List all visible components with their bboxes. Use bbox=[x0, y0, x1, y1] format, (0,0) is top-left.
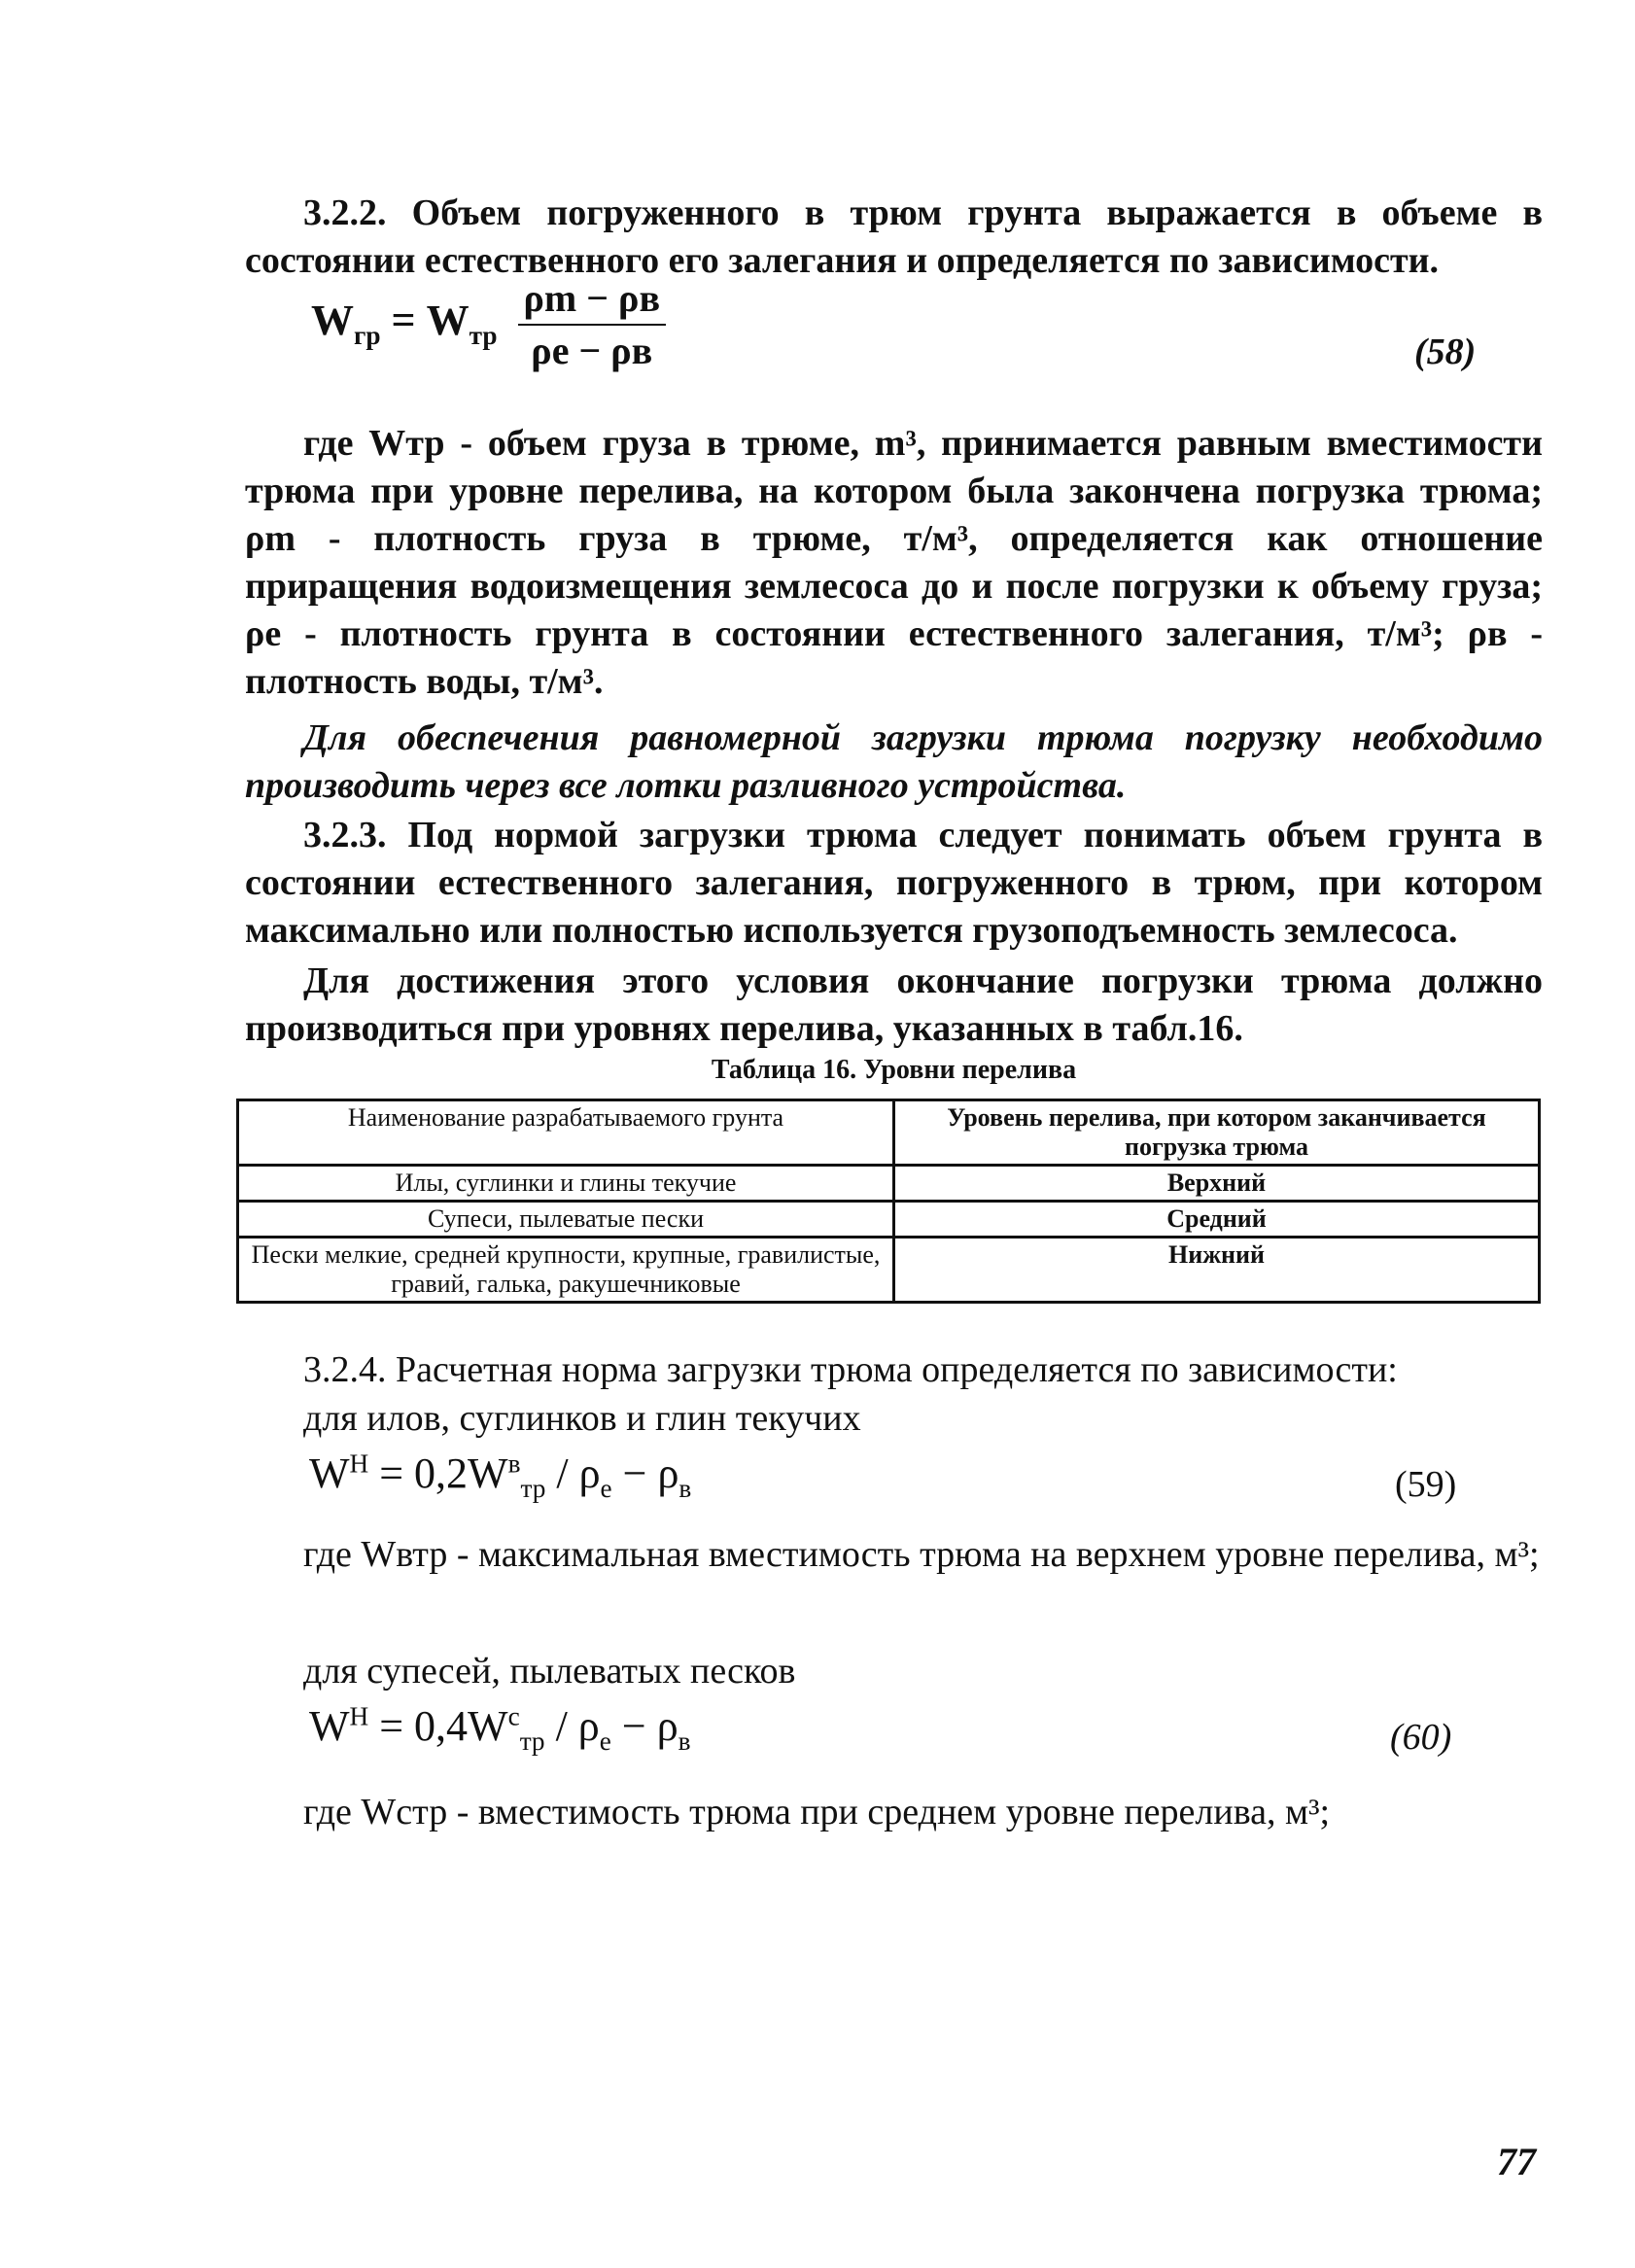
paragraph-3-2-3: 3.2.3. Под нормой загрузки трюма следует понимать объем грунта в состоянии естественного залегания, погруженного в трюм, при котором максимально или полностью используется грузоподъемность землесоса. bbox=[245, 815, 1543, 951]
eq59-sub-c: е bbox=[600, 1473, 612, 1503]
table-16 bbox=[236, 1099, 1541, 1304]
eq59-sub-d: в bbox=[678, 1473, 692, 1503]
eq60-sup-b: с bbox=[507, 1701, 520, 1731]
eq59-sup-b: в bbox=[507, 1448, 521, 1479]
eq58-fraction bbox=[518, 277, 667, 372]
eq58-lhs: W bbox=[311, 297, 354, 345]
table-16-caption: Таблица 16. Уровни перелива bbox=[711, 1055, 1077, 1085]
eq58-lhs-sub: гр bbox=[354, 320, 381, 350]
equation-58-number: (58) bbox=[1414, 331, 1477, 372]
eq59-sup-a: Н bbox=[349, 1448, 369, 1479]
eq59-part-b: = 0,2W bbox=[368, 1449, 508, 1497]
eq60-sup-a: Н bbox=[349, 1701, 369, 1731]
paragraph-3-2-2: 3.2.2. Объем погруженного в трюм грунта выражается в объеме в состоянии естественного его залегания и определяется по зависимости. bbox=[245, 192, 1543, 281]
table-cell-soil: Пески мелкие, средней крупности, крупные, гравилистые, гравий, галька, ракушечниковые bbox=[238, 1238, 894, 1303]
table-row bbox=[238, 1166, 1540, 1202]
eq58-rhs-sub: тр bbox=[469, 320, 498, 350]
eq60-part-c: / ρ bbox=[544, 1702, 600, 1750]
equation-59-number: (59) bbox=[1395, 1464, 1457, 1505]
paragraph-where-59: где Wвтр - максимальная вместимость трюма на верхнем уровне перелива, м³; bbox=[303, 1534, 1540, 1575]
eq60-part-d: − ρ bbox=[610, 1702, 678, 1750]
condition-60: для супесей, пылеватых песков bbox=[303, 1651, 796, 1692]
eq58-numerator: ρm − ρв bbox=[518, 277, 667, 326]
eq59-part-d: − ρ bbox=[611, 1449, 679, 1497]
table-cell-level: Верхний bbox=[894, 1166, 1540, 1202]
paragraph-3-2-4: 3.2.4. Расчетная норма загрузки трюма определяется по зависимости: bbox=[303, 1349, 1398, 1390]
equation-60 bbox=[309, 1701, 691, 1757]
table-header-level: Уровень перелива, при котором заканчивается погрузка трюма bbox=[894, 1100, 1540, 1166]
eq59-part-c: / ρ bbox=[545, 1449, 601, 1497]
paragraph-condition: Для достижения этого условия окончание погрузки трюма должно производиться при уровнях перелива, указанных в табл.16. bbox=[245, 960, 1543, 1049]
table-row bbox=[238, 1202, 1540, 1238]
eq60-part-a: W bbox=[309, 1702, 350, 1750]
table-cell-soil: Илы, суглинки и глины текучие bbox=[238, 1166, 894, 1202]
eq60-sub-c: е bbox=[599, 1726, 611, 1756]
table-cell-level: Средний bbox=[894, 1202, 1540, 1238]
paragraph-uniform-loading: Для обеспечения равномерной загрузки трюма погрузку необходимо производить через все лотки разливного устройства. bbox=[245, 717, 1543, 806]
table-row bbox=[238, 1238, 1540, 1303]
eq60-part-b: = 0,4W bbox=[368, 1702, 508, 1750]
table-cell-level: Нижний bbox=[894, 1238, 1540, 1303]
equation-59 bbox=[309, 1448, 691, 1504]
equation-58: $W_{гр} = W_{тр}$ $\frac{\rho m - \rho в}{\rho е - \rho в}$ bbox=[311, 277, 666, 372]
eq60-sub-d: в bbox=[678, 1726, 691, 1756]
eq58-rhs: W bbox=[426, 297, 470, 345]
table-header-soil: Наименование разрабатываемого грунта bbox=[238, 1100, 894, 1166]
equation-60-number: (60) bbox=[1390, 1717, 1452, 1758]
paragraph-where-58: где Wтр - объем груза в трюме, m³, принимается равным вместимости трюма при уровне перелива, на котором была закончена погрузка трюма; ρm - плотность груза в трюме, т/м³, определяется как отношение приращения водоизмещения землесоса до и после погрузки к объему груза; ρе - плотность грунта в состоянии естественного залегания, т/м³; ρв - плотность воды, т/м³. bbox=[245, 423, 1543, 702]
page-number: 77 bbox=[1497, 2140, 1536, 2183]
eq59-sub-b: тр bbox=[520, 1473, 546, 1503]
paragraph-where-60: где Wстр - вместимость трюма при среднем уровне перелива, м³; bbox=[303, 1792, 1331, 1832]
table-cell-soil: Супеси, пылеватые пески bbox=[238, 1202, 894, 1238]
table-header-row bbox=[238, 1100, 1540, 1166]
eq58-denominator: ρе − ρв bbox=[531, 329, 653, 372]
condition-59: для илов, суглинков и глин текучих bbox=[303, 1398, 861, 1439]
eq59-part-a: W bbox=[309, 1449, 350, 1497]
eq60-sub-b: тр bbox=[519, 1726, 545, 1756]
